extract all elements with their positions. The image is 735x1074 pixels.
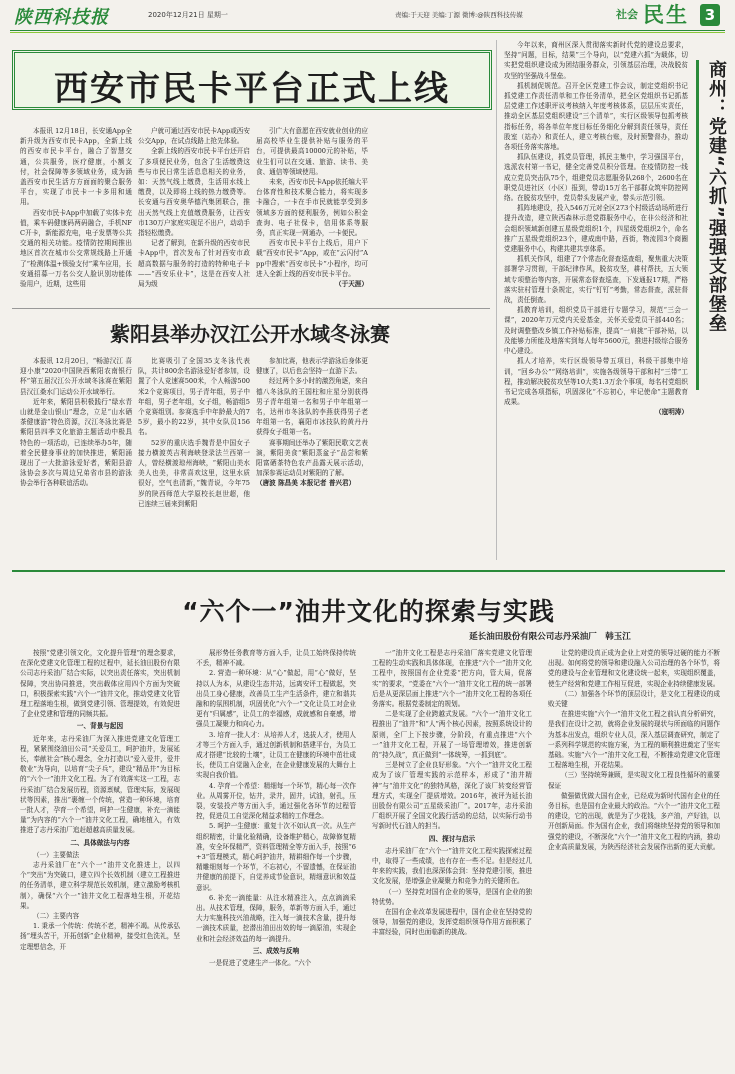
section-heading: 一、背景与起因 [76, 722, 124, 731]
masthead-rule [10, 30, 725, 31]
page-number: 3 [704, 6, 716, 24]
paragraph: 西安市民卡App中加载了实体卡充值，乘车码健康码两码融合，手机NFC开卡，新能源充电，电子发票等公共交通的相关功能。疫情防控期间推出地区首次在城市公交常规线路上开通了“检测体温+锁验支付”乘车应用，长安通招募一万名公交人脸识别功能体验用户，近期，这些用 [20, 208, 132, 289]
article3-column-2 [196, 648, 356, 1068]
section-label: 社会 [616, 8, 638, 21]
paragraph: 志丹采油厂在“六个一”油井文化工程实践探索过程中，取得了一些成绩，也有存在一些不足。但是经过几年来的实践，我们也深深体会到：坚持党建引领，推进文化发展，是增强企业凝聚力和竞争力的关键所在。 [372, 846, 532, 886]
paragraph: 让党的建设真正成为企业上对党的领导过硬的能力不断出现。如何将党的领导和建设融入公司治理的各个环节，将党的建设与企业管理和文化建设统一起来，实现组织覆盖，使生产经营和党建工作相互促进，实现企业持续健康发展。 [548, 649, 720, 688]
article2-column-3 [256, 356, 368, 556]
paragraph: 展形势任务教育等方面入手，让员工始终保持传统不丢，精神不减。 [196, 649, 356, 668]
paragraph: 在推进实施“六个一”油井文化工程之前认真分析研究，是我们在设计之初，就将企业发展的现状与所面临的问题作为基本出发点，组织专业人员，深入基层调查研究，制定了一系列科学规范的实施方案，为工程的顺利推进奠定了坚实基础。实施“六个一”油井文化工程，不断推动党建文化管理工程落地生根，开花结果。 [548, 710, 720, 770]
paragraph: 52岁的重庆选手魏青是中国女子接力横渡英吉利海峡登录法兰西第一人，曾经横渡琼州海峡，“紫阳山美水美人也美，非常喜欢这里，这里水质很好，空气也清新，”魏青说，今年75岁的陕西师范大学原校长赵世超，他已连续三届来到紫阳 [138, 438, 250, 508]
article2-signature: （唐波 陈昌美 本报记者 普兴君） [256, 479, 356, 488]
paragraph: 做强做优做大国有企业，已经成为新时代国有企业的任务目标，也是国有企业最大的政治。“六个一”油井文化工程的建设，它的出现，就是为了少花钱，多产油，产好油，以开创新局面。作为国有企业，我们将继续坚持党的领导和加强党的建设，不断深化“六个一”油井文化工程的内涵，推动企业高质量发展，为陕西经济社会发展作出新的更大贡献。 [548, 791, 720, 851]
paragraph: 引广大有意愿在西安就业创业的应届高校毕业生提供补贴与服务的平台，可提供最高10000元的补贴，毕业生们可以在交通、旅游、读书、美食、通信等领域使用。 [256, 127, 368, 176]
article2-column-2 [138, 356, 250, 556]
article1-column-2 [138, 126, 250, 304]
paragraph: 近年来，志丹采油厂为深入推进党建文化管理工程，紧紧围绕油田公司“关爱员工，呵护油井，发展延长，奉献社会”核心理念，全力打造以“爱入爱井，爱井敬业”为导向，以培育“尖子兵”，建设“精品井”为目标的“六个一”油井文化工程。为了有效落实这一工程，志丹采油厂结合发展历程，资源禀赋，管理实际，发展现状等因素，推出“裹缠一个传统，营造一种环境，培育一批人才，孕育一个希望，呵护一生健康，补充一滴能量”为内容的“六个一”油井文化工程，确地植入，有效推进了志丹采油厂追赶超越高质量发展。 [20, 734, 180, 835]
paragraph: 本报讯 12月18日，长安通App全新升级为西安市民卡App，全新上线的西安市民卡平台，融合了智慧交通，公共服务，医疗健康，小额支付，社会保障等多领域业务，成为涵盖西安市民生活方方面面的聚合服务平台，实现了市民卡一卡多用和通用。 [20, 127, 132, 207]
section-divider [12, 570, 725, 572]
paragraph: 3. 培育一批人才：从培养人才，选拔人才，使用人才等三个方面入手，通过创新机制和搭建平台，为员工成才搭建“比较的土壤”，让员工在健康的环境中茁壮成长，使员工自觉融入企业，在企业健康发展的大舞台上实现自我价值。 [196, 730, 356, 780]
article2-column-1 [20, 356, 132, 556]
article1-signature: （于天涯） [335, 280, 368, 289]
article3-column-1 [20, 648, 180, 1068]
paragraph: （一）坚持党对国有企业的领导，是国有企业的独特优势。 [372, 887, 532, 906]
sidebar-headline-text: 商州：党建“六抓”强强支部堡垒 [706, 60, 727, 333]
paragraph: 抓队伍建设，抓党员管理，抓民主集中，学习强国平台，选派农村第一书记，健全完善党员积分管理。在疫情防控一线成立党员突击队75个，组建党员志愿服务队268个，2600名在职党员进社区（小区）报到，带动15万名干部群众筑牢防控网络。在脱贫攻坚中，党员带头发展产业，带头示范引领。 [504, 153, 688, 203]
section-heading: 二、具体做法与内容 [70, 838, 130, 847]
article3-byline: 延长油田股份有限公司志丹采油厂 韩玉江 [469, 632, 631, 642]
paragraph: 5. 呵护一生健康：重复十次不如认真一次。从生产组织精密，计量化验精确，设备维护精心，故障修复精准，安全环保精严，资料管理精全等方面入手，按照“6+3”管理模式，精心呵护油井，精耕细作每一个步骤，精雕细刻每一个环节，不忘初心，不留遗憾，在保证油井健康的前提下，自觉养成节俭意识，精细意识和效益意识。 [196, 822, 356, 892]
article1-column-3 [256, 126, 368, 304]
paragraph: 一”油井文化工程是志丹采油厂落实党建文化管理工程的生动实践和具体体现，在推进“六个一”油井文化工程中，按照国有企业党委“把方向，管大局，促落实”的要求，“党委在“六个一”油井文化工程的统一部署后是从更深层面上推进“六个一”油井文化工程的各项任务落实。根据党委制定的规划。 [372, 649, 532, 709]
paragraph: 在国有企业改革发展进程中，国有企业在坚持党的领导，加强党的建设，发挥党组织领导作用方面积累了丰富经验，同时也面临新的挑战。 [372, 908, 532, 937]
article2-headline: 紫阳县举办汉江公开水域冬泳赛 [110, 322, 390, 346]
paragraph: 1. 秉承一个传统：传统不老，精神不竭。从传承弘扬“埋头苦干，开拓创新”企业精神，接受红色洗礼，坚定理想信念，开 [20, 922, 180, 951]
paragraph: 记者了解到，在新升级的西安市民卡App中，首次发布了针对西安市政超高数据与服务的打造的特种电子卡——“西安乐业卡”，这是在西安人社局为级 [138, 239, 250, 289]
paragraph: 比赛吸引了全国35支冬泳代表队，共计800余名游泳爱好者参加，设置了个人竞速赛500米，个人畅游500米2个竞赛项目，男子青年组，男子中年组，男子老年组，女子组，畅游组5个竞赛组别。参赛选手中年龄最大的75岁，最小的22岁，其中女队员156名。 [138, 357, 250, 437]
paragraph: 抓教育培训，组织党员干部进行专题学习，规范“三会一课”，2020年万元党内关爱基金，关怀关爱党员干部440名；及时调整整改乡镇工作补贴标准，提高“一肩挑”干部补贴，以及能够力所能及地落实到每人每年5600元，推进村级综合服务中心建设。 [504, 306, 688, 356]
page-number-badge [700, 4, 720, 26]
masthead [0, 0, 735, 36]
paragraph: 近年来，紫阳县积极践行“绿水青山就是金山银山”理念，立足“山水硒茶健康游”特色资源，汉江冬泳比赛是紫阳县四季文化旅游主题活动中极具特色的一项活动，已连续举办5年，随着全民健身事业的加快推进，紫阳涌现出了一大批游泳爱好者，紫阳县游泳协会多次与周边兄弟省市县的游泳协会举行各种联谊活动。 [20, 397, 132, 488]
article1-headline: 西安市民卡平台正式上线 [54, 69, 450, 109]
paragraph: 抓阵地建设，投入546万元对全区273个村级活动场所进行提升改造，建立陕西森林示范党群服务中心，在非公经济和社会组织领域新创建五星级党组织1个，四星级党组织2个，命名推广五星级党组织23个，建成南中路，西街，物流园3个商圈党建服务中心，构建共建共享体系。 [504, 204, 688, 254]
article3-column-3 [372, 648, 532, 1068]
paragraph: 参加比赛，他表示学游泳后身体更健康了，以后也会坚持一直游下去。 [256, 357, 368, 376]
issue-date: 2020年12月21日 星期一 [148, 11, 228, 19]
sidebar-headline [696, 60, 726, 390]
paragraph: 抓机关作风，组建了7个常态化督查巡查组，聚焦重大决策部署学习贯彻，干部纪律作风，脱贫攻坚，耕村帮扶，五大领域专项整治等内容，开展常态督查巡查，下发通报17期，严格落实驻村管理十条规定，实行“钉钉”考勤，常态督查，派驻督战，责任倒查。 [504, 255, 688, 305]
section-heading: 四、探讨与启示 [428, 834, 476, 843]
paragraph: 抓机制促规范。召开全区党建工作会议，制定党组织书记抓党建工作责任清单和工作任务清单，把全区党组织书记抓基层党建工作述职评议考核纳入年度考核体系，层层压实责任，推动全区基层党组织建设“三个清单”，实行区级领导包抓考核指标任务，将各单位年度目标任务细化分解到责任领导，责任股室（站办）和责任人，建立考核台账，及时预警督办，推动各项任务落实落地。 [504, 81, 688, 152]
headline-banner [12, 50, 492, 110]
paragraph: 西安市民卡平台上线后，用户下载“西安市民卡”App，或在“云闪付”App中搜索“西安市民卡”小程序，均可进入全新上线的西安市民卡平台。 [256, 239, 368, 278]
sidebar-divider [496, 40, 497, 560]
paragraph: 全新上线的西安市民卡平台还开启了多项便民业务，包含了生活缴费这些与市民日常生活息息相关的业务，如：天然气线上缴费，生活用水线上缴费，以及即将上线的热力缴费等。长安通与西安奥华德汽集团联合，推出天然气线上充值缴费服务，让西安市130万户家庭实现足不出户，动动手指轻松缴费。 [138, 147, 250, 238]
article1-column-1 [20, 126, 132, 304]
section-big: 民生 [643, 3, 689, 27]
paragraph: 户就可通过西安市民卡App或西安公交App，在试点线路上抢先体验。 [138, 127, 250, 146]
editor-credits: 责编:于天迎 美编:丁源 微博:@陕西科技传媒 [395, 11, 523, 19]
paragraph: 6. 补充一滴能量：从注水精准注入，点点滴滴采出。从技术管理，保障，服务，革新等方面入手，通过大力实施科技兴油战略，注入每一滴技术含量，提升每一滴技术质量，挖潜出油田出效的每一滴原油，实现企业和社会经济效益的每一滴提升。 [196, 893, 356, 943]
paragraph: 经过两个多小时的激烈角逐，来自德八冬泳队的王国柱和庄星分别获得男子青年组第一名和男子中年组第一名，达州市冬泳队的李燕获得男子老年组第一名，襄阳市冰技队的黄丹丹获得女子组第一名。 [256, 377, 368, 437]
article3-headline: “六个一”油井文化的探索与实践 [182, 597, 555, 626]
paragraph: （三）坚持统筹兼顾，是实现文化工程良性循环的重要保证 [548, 771, 720, 790]
section-heading: 三、成效与反响 [252, 946, 300, 955]
paragraph: 4. 孕育一个希望：精细每一个环节，精心每一次作业。从周雾开位，钻井，录井，固井，试油，射孔，压裂，安装投产等方面入手，通过强化各环节的过程管控，促进员工自觉深化精益求精的工作理念。 [196, 781, 356, 821]
divider [12, 308, 490, 309]
paragraph: （二）加强各个环节的顶层设计，是文化工程建设的成败关键 [548, 689, 720, 709]
paragraph: 抓人才培养，实行区级领导带五项目，科级干部集中培训，“回乡办公”“网络培训”，实施各级领导干部和村“三带”工程，推动解决脱贫攻坚等10大类1.3万余个事项，每名村党组织书记完成各项指标，巩固深化“不忘初心，牢记使命”主题教育成果。 [504, 357, 688, 407]
paragraph: 一是促进了党建生产一体化。“六个 [209, 959, 312, 968]
paragraph: 今年以来，商州区深入贯彻落实新时代党的建设总要求，坚持“问题，目标，结果”三个导向，以“党建六抓”为载体，切实把党组织建设成为团结服务群众，引领基层治理，决战脱贫攻坚的坚强战斗堡垒。 [504, 41, 688, 80]
paragraph: （一）主要做法 [33, 850, 80, 859]
paragraph: 三是树立了企业良好形象。“六个一”油井文化工程成为了该厂管理实践的示范样本，形成了“油井精神”与“油井文化”的独特风格，深化了该厂转变经营管理方式，实现全厂提质增效。2016年，被评为延长油田股份有限公司“五星级采油厂”。2017年，志丹采油厂组织开展了全国文化践行活动的总结，以实际行动书写新时代石油人的担当。 [372, 761, 532, 831]
paragraph: 本报讯 12月20日，“畅游汉江 喜迎小康”2020中国陕西紫阳农南银行杯”第五届汉江公开水域冬泳赛在紫阳县汉江桑水门运动公开水域举行。 [20, 357, 132, 396]
masthead-rule-accent [10, 32, 725, 33]
paragraph: 按照“党建引领文化，文化提升管理”的理念要求，在深化党建文化管理工程的过程中，延长油田股份有限公司志丹采油厂结合实际，以突出责任落实，突出机制保障，突出协同推进，突出载体应用四个方面为突破口，积极探索实践“六个一”油井文化，推动党建文化管理工程落地生根，做到党建引领、管理提效，有效促进了企业党建和管理的同频共振。 [20, 649, 180, 719]
paragraph: （二）主要内容 [33, 912, 80, 921]
paragraph: 赛事期间还举办了紫阳民歌文艺表演，紫阳美食“紫阳蒸盆子”品尝和紫阳富硒茶特色农产品露天展示活动，加深参赛运动员对紫阳的了解。 [256, 438, 368, 478]
paragraph: 未来，西安市民卡App依托编大平台体育性和技术聚合能力，将实现多卡融合，一卡在手市民就能享受到多领域多方面的便利服务，例如公积金查询、电子社保卡，信用体系等服务，真正实现一网通办，一卡便民。 [256, 178, 368, 238]
article3-column-4 [548, 648, 720, 1068]
paragraph: 2. 营造一种环境：从“心”做起，用“心”做好，坚持以人为本，从建设生态井站，远离安评工程做起，突出员工身心健康，改善员工生产生活条件，建立和谐共融和的氛围机制，巩固优化“六个一”文化让员工对企业更有“归属感”，让员工的幸福感，成就感和自豪感，增强员工凝聚力和向心力。 [196, 669, 356, 729]
paragraph: 二是实现了企业跨越式发展。“六个一”油井文化工程推出了“油井”和“人”两个核心因素，按照系统设计的原则，全厂上下按步骤，分阶段，有重点推进“六个一”油井文化工程，开展了一场管理增效，推进创新的“持久战”，真正做到“一体统筹，一抓到底”。 [372, 710, 532, 760]
logo: 陕西科技报 [14, 7, 109, 28]
sidebar-text [504, 40, 688, 556]
paragraph: 志丹采油厂在“六个一”油井文化推进上，以四个“突出”为突破口，建立四个长效机制（建立工程推进的任务清单，建立科学规范长效机制，建立激励考核机制），确保“六个一”油井文化工程落地生根，开花结果。 [20, 861, 180, 910]
sidebar-signature: （寇明涛） [655, 408, 688, 417]
